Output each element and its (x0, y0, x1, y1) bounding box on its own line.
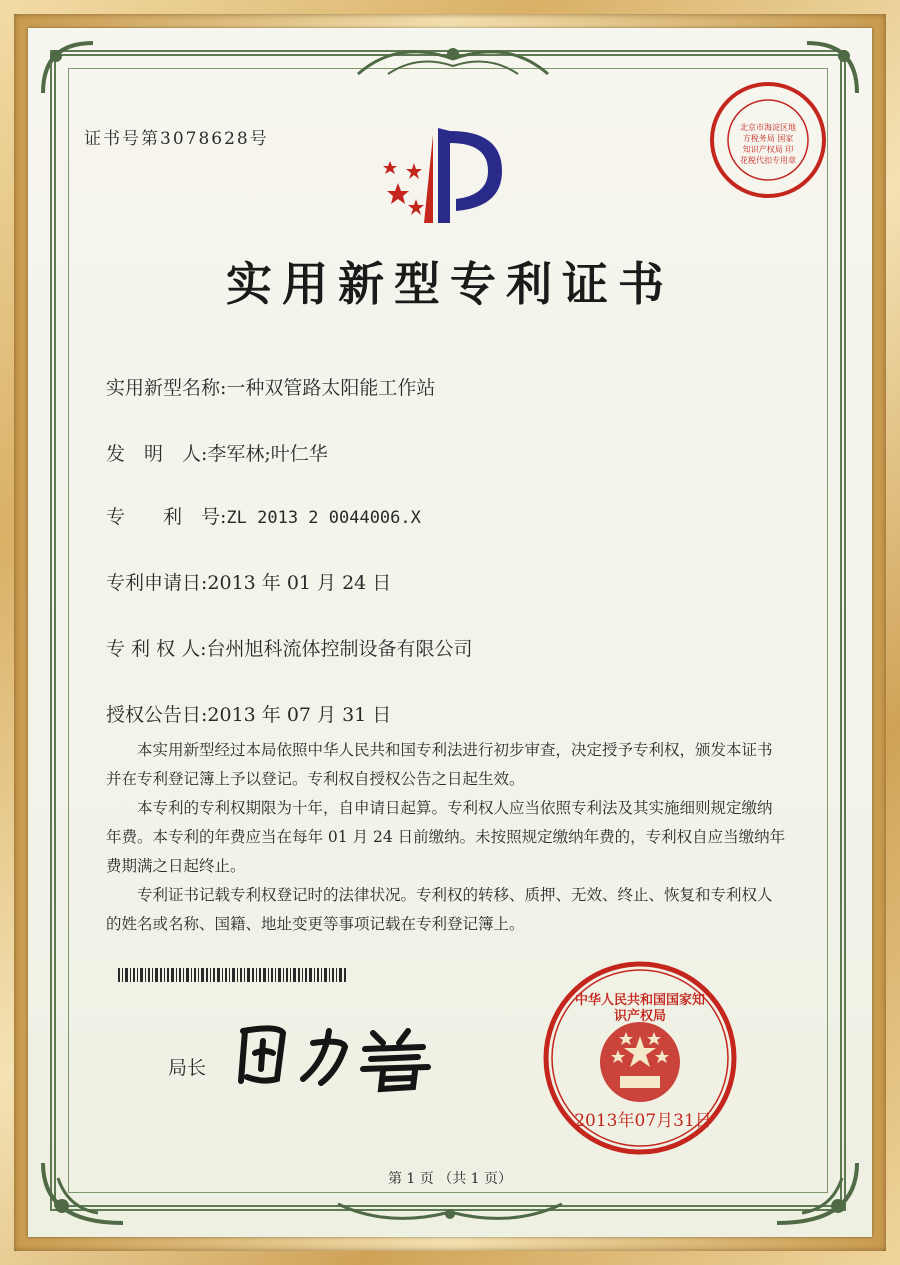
field-label: 实用新型名称: (106, 377, 227, 399)
ornament-corner-tl-icon (38, 38, 98, 98)
director-signature-icon (233, 1013, 443, 1093)
field-value: 李军林;叶仁华 (207, 443, 328, 465)
barcode-icon (118, 968, 348, 982)
field-inventor (106, 439, 328, 466)
field-label: 发 明 人: (106, 443, 208, 465)
tax-stamp-text: 北京市海淀区地方税务局 国家知识产权局 印花税代扣专用章 (740, 123, 796, 165)
field-value: ZL 2013 2 0044006.X (226, 508, 421, 528)
field-label: 专利申请日: (106, 572, 208, 594)
certificate-number: 证书号第3078628号 (84, 129, 269, 149)
seal-date: 2013年07月31日 (574, 1111, 712, 1131)
field-value: 2013 年 01 月 24 日 (207, 572, 392, 594)
field-patentee (106, 634, 473, 661)
field-patent-number (106, 502, 421, 529)
certificate-paper (28, 28, 872, 1237)
field-label: 专 利 权 人: (106, 638, 207, 660)
field-application-date (106, 568, 391, 595)
director-label: 局长 (168, 1057, 207, 1079)
field-grant-date (106, 700, 391, 727)
ornament-bottom-icon (328, 1198, 572, 1232)
page-footer: 第 1 页 （共 1 页） (387, 1171, 513, 1187)
field-value: 台州旭科流体控制设备有限公司 (206, 638, 473, 660)
certificate-title: 实用新型专利证书 (226, 257, 674, 311)
field-label: 授权公告日: (106, 704, 208, 726)
body-paragraph: 本专利的专利权期限为十年，自申请日起算。专利权人应当依照专利法及其实施细则规定缴纳年费。本专利的年费应当在每年 01 月 24 日前缴纳。未按照规定缴纳年费的，专利权自应当缴纳年费期满之日起终止。 (106, 799, 786, 875)
field-value: 2013 年 07 月 31 日 (207, 704, 392, 726)
seal-text: 中华人民共和国国家知识产权局 (574, 993, 705, 1024)
ornament-top-icon (348, 34, 558, 84)
field-value: 一种双管路太阳能工作站 (226, 377, 436, 399)
field-utility-name (106, 373, 435, 400)
certificate-body (106, 736, 786, 939)
field-label: 专 利 号: (106, 506, 227, 528)
body-paragraph: 专利证书记载专利权登记时的法律状况。专利权的转移、质押、无效、终止、恢复和专利权人的姓名或名称、国籍、地址变更等事项记载在专利登记簿上。 (106, 886, 773, 933)
body-paragraph: 本实用新型经过本局依照中华人民共和国专利法进行初步审查，决定授予专利权，颁发本证书并在专利登记簿上予以登记。专利权自授权公告之日起生效。 (106, 741, 773, 788)
patent-office-logo-icon (378, 123, 518, 233)
